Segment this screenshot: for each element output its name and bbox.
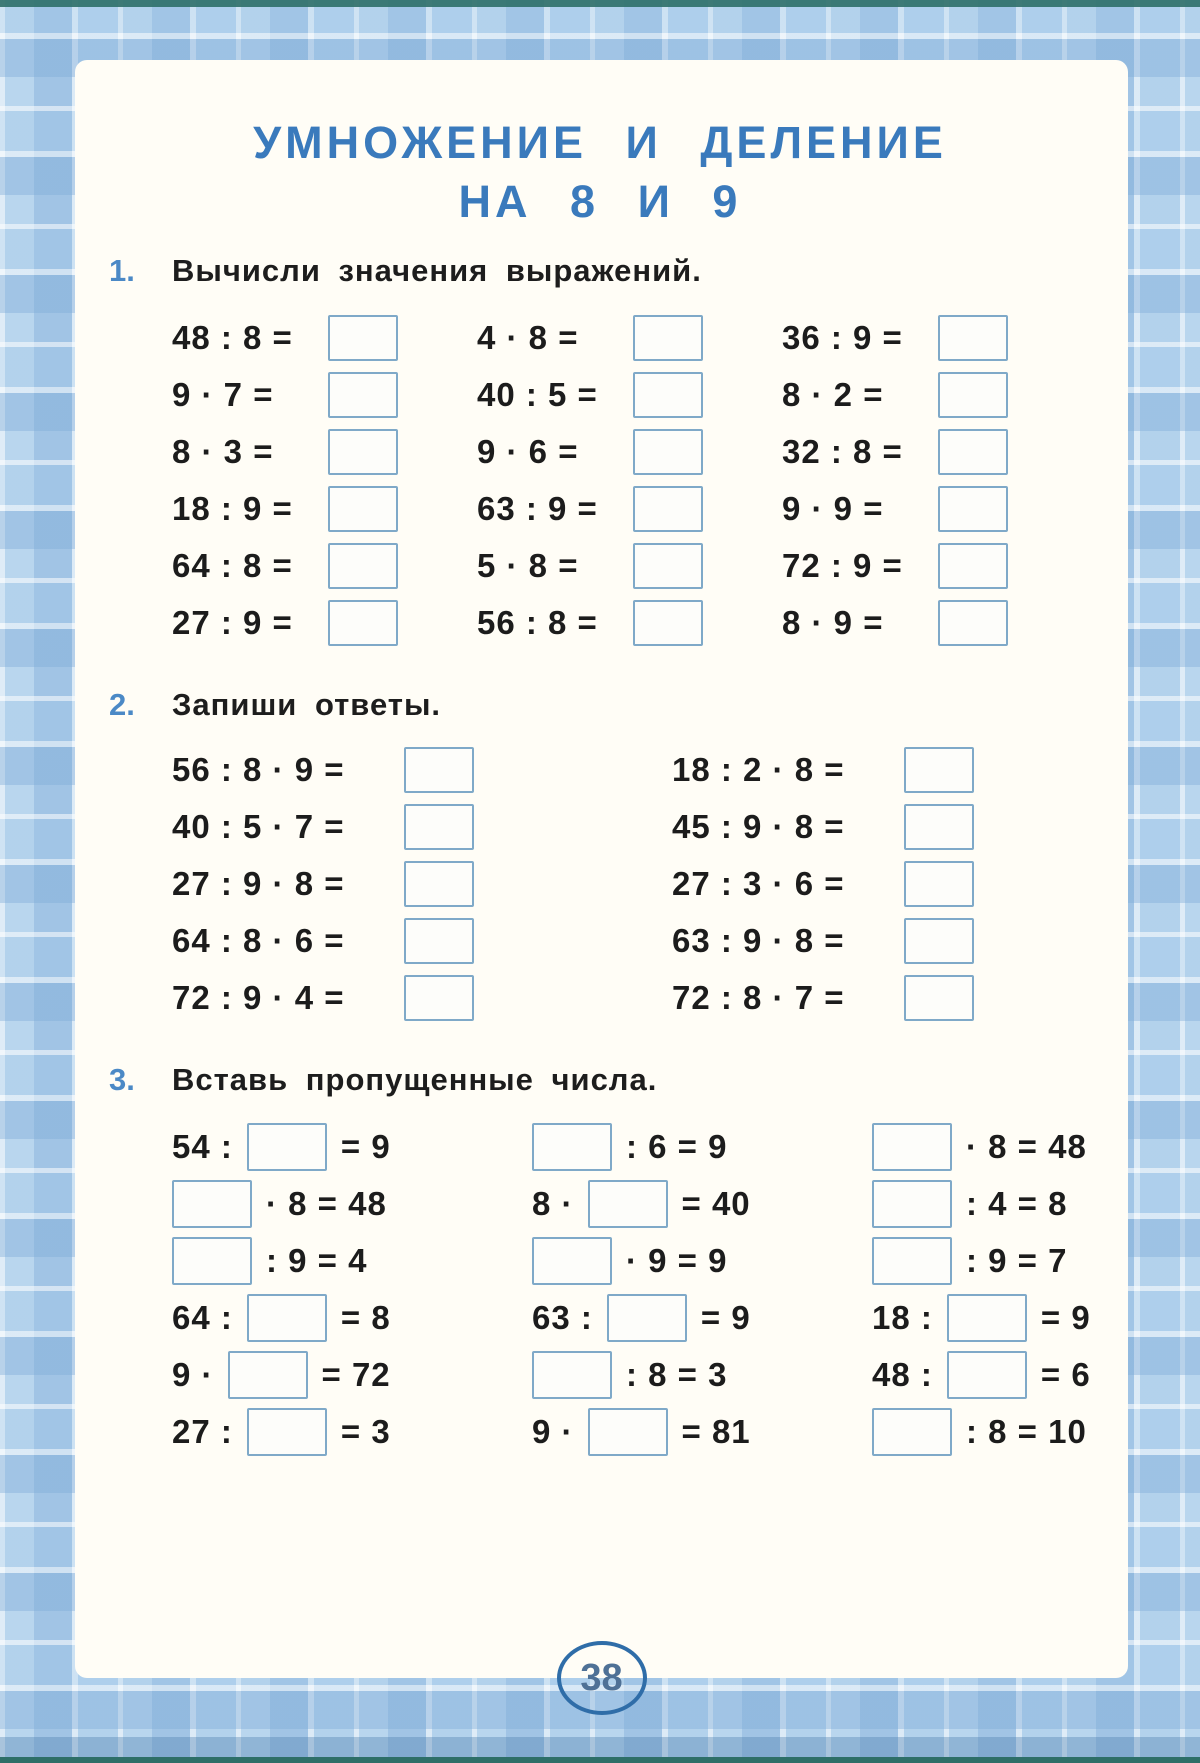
- expression-text: 56 : 8 · 9 =: [172, 750, 345, 788]
- answer-box[interactable]: [938, 543, 1008, 589]
- top-edge-stripe: [0, 0, 1200, 7]
- expression-text: = 81: [681, 1412, 751, 1450]
- answer-box[interactable]: [172, 1237, 252, 1285]
- section-number: 1.: [109, 253, 135, 288]
- expression-text: 27 : 9 =: [172, 603, 293, 641]
- expression-text: · 9 = 9: [626, 1241, 728, 1279]
- page-title: [92, 114, 1108, 231]
- answer-box[interactable]: [633, 600, 703, 646]
- answer-box[interactable]: [947, 1294, 1027, 1342]
- section-heading: Запиши ответы.: [172, 687, 442, 722]
- expression-text: = 9: [700, 1298, 751, 1336]
- answer-box[interactable]: [904, 918, 974, 964]
- answer-box[interactable]: [228, 1351, 308, 1399]
- answer-box[interactable]: [947, 1351, 1027, 1399]
- problem: [532, 1232, 872, 1289]
- answer-box[interactable]: [938, 600, 1008, 646]
- problem: [477, 594, 782, 651]
- answer-box[interactable]: [872, 1180, 952, 1228]
- section-number: 3.: [109, 1062, 135, 1097]
- answer-box[interactable]: [247, 1123, 327, 1171]
- expression-text: = 9: [1040, 1298, 1091, 1336]
- answer-box[interactable]: [328, 600, 398, 646]
- expression-text: 9 · 6 =: [477, 432, 579, 470]
- expression-text: = 72: [321, 1355, 391, 1393]
- expression-text: : 4 = 8: [966, 1184, 1068, 1222]
- expression-text: 36 : 9 =: [782, 318, 903, 356]
- section-2: [92, 687, 1108, 1026]
- section-2-header: [92, 687, 1108, 729]
- answer-box[interactable]: [532, 1351, 612, 1399]
- page-title-line-1: УМНОЖЕНИЕ И ДЕЛЕНИЕ: [253, 117, 947, 168]
- answer-box[interactable]: [328, 486, 398, 532]
- answer-box[interactable]: [633, 486, 703, 532]
- bottom-edge-stripe: [0, 1737, 1200, 1763]
- problem: [477, 423, 782, 480]
- problem: [672, 855, 1108, 912]
- answer-box[interactable]: [633, 315, 703, 361]
- section-1-problem-grid: [172, 309, 1108, 651]
- expression-text: 64 : 8 =: [172, 546, 293, 584]
- answer-box[interactable]: [172, 1180, 252, 1228]
- answer-box[interactable]: [872, 1237, 952, 1285]
- expression-text: 72 : 9 =: [782, 546, 903, 584]
- answer-box[interactable]: [904, 861, 974, 907]
- problem: [172, 1175, 532, 1232]
- problem: [532, 1346, 872, 1403]
- problem: [172, 423, 477, 480]
- expression-text: = 8: [340, 1298, 391, 1336]
- expression-text: 45 : 9 · 8 =: [672, 807, 845, 845]
- expression-text: 4 · 8 =: [477, 318, 579, 356]
- expression-text: 40 : 5 =: [477, 375, 598, 413]
- expression-text: : 9 = 7: [966, 1241, 1068, 1279]
- answer-box[interactable]: [872, 1123, 952, 1171]
- expression-text: 9 ·: [532, 1412, 574, 1450]
- answer-box[interactable]: [404, 918, 474, 964]
- answer-box[interactable]: [904, 804, 974, 850]
- section-heading: Вставь пропущенные числа.: [172, 1062, 658, 1097]
- answer-box[interactable]: [328, 315, 398, 361]
- problem: [532, 1403, 872, 1460]
- page-number-badge: [557, 1641, 647, 1715]
- expression-text: 72 : 8 · 7 =: [672, 978, 845, 1016]
- expression-text: 72 : 9 · 4 =: [172, 978, 345, 1016]
- problem: [782, 423, 1108, 480]
- page-number: 38: [580, 1656, 623, 1699]
- expression-text: 18 : 9 =: [172, 489, 293, 527]
- problem: [872, 1118, 1108, 1175]
- problem: [172, 969, 672, 1026]
- expression-text: : 9 = 4: [266, 1241, 368, 1279]
- expression-text: 9 ·: [172, 1355, 214, 1393]
- expression-text: 27 :: [172, 1412, 233, 1450]
- expression-text: = 3: [340, 1412, 391, 1450]
- problem: [782, 594, 1108, 651]
- expression-text: 63 : 9 · 8 =: [672, 921, 845, 959]
- problem: [172, 1403, 532, 1460]
- expression-text: 8 · 2 =: [782, 375, 884, 413]
- expression-text: : 8 = 10: [966, 1412, 1087, 1450]
- section-number: 2.: [109, 687, 135, 722]
- problem: [172, 912, 672, 969]
- problem: [532, 1289, 872, 1346]
- section-1: [92, 253, 1108, 651]
- problem: [782, 366, 1108, 423]
- answer-box[interactable]: [588, 1408, 668, 1456]
- answer-box[interactable]: [938, 372, 1008, 418]
- problem: [872, 1232, 1108, 1289]
- problem: [672, 912, 1108, 969]
- problem: [172, 855, 672, 912]
- expression-text: 8 · 3 =: [172, 432, 274, 470]
- section-heading: Вычисли значения выражений.: [172, 253, 702, 288]
- answer-box[interactable]: [404, 861, 474, 907]
- answer-box[interactable]: [328, 543, 398, 589]
- answer-box[interactable]: [904, 975, 974, 1021]
- expression-text: 8 ·: [532, 1184, 574, 1222]
- section-3-problem-grid: [172, 1118, 1108, 1460]
- section-2-problem-grid: [172, 741, 1108, 1026]
- page-title-line-2: НА 8 И 9: [458, 175, 742, 227]
- expression-text: 9 · 9 =: [782, 489, 884, 527]
- expression-text: 64 : 8 · 6 =: [172, 921, 345, 959]
- problem: [872, 1289, 1108, 1346]
- problem: [477, 537, 782, 594]
- problem: [532, 1118, 872, 1175]
- expression-text: 54 :: [172, 1127, 233, 1165]
- answer-box[interactable]: [247, 1294, 327, 1342]
- answer-box[interactable]: [633, 543, 703, 589]
- problem: [172, 366, 477, 423]
- answer-box[interactable]: [938, 429, 1008, 475]
- problem: [872, 1403, 1108, 1460]
- expression-text: 8 · 9 =: [782, 603, 884, 641]
- answer-box[interactable]: [872, 1408, 952, 1456]
- expression-text: 5 · 8 =: [477, 546, 579, 584]
- answer-box[interactable]: [404, 747, 474, 793]
- expression-text: 27 : 9 · 8 =: [172, 864, 345, 902]
- problem: [172, 480, 477, 537]
- answer-box[interactable]: [938, 486, 1008, 532]
- expression-text: 64 :: [172, 1298, 233, 1336]
- problem: [477, 480, 782, 537]
- problem: [172, 1346, 532, 1403]
- expression-text: = 9: [340, 1127, 391, 1165]
- answer-box[interactable]: [633, 429, 703, 475]
- problem: [172, 537, 477, 594]
- problem: [172, 798, 672, 855]
- answer-box[interactable]: [404, 804, 474, 850]
- expression-text: 9 · 7 =: [172, 375, 274, 413]
- problem: [477, 309, 782, 366]
- problem: [477, 366, 782, 423]
- answer-box[interactable]: [633, 372, 703, 418]
- section-3-header: [92, 1062, 1108, 1104]
- expression-text: : 8 = 3: [626, 1355, 728, 1393]
- expression-text: 48 :: [872, 1355, 933, 1393]
- expression-text: 18 : 2 · 8 =: [672, 750, 845, 788]
- expression-text: 27 : 3 · 6 =: [672, 864, 845, 902]
- worksheet-page: [75, 60, 1128, 1699]
- expression-text: 32 : 8 =: [782, 432, 903, 470]
- answer-box[interactable]: [904, 747, 974, 793]
- expression-text: 63 : 9 =: [477, 489, 598, 527]
- expression-text: 18 :: [872, 1298, 933, 1336]
- answer-box[interactable]: [404, 975, 474, 1021]
- answer-box[interactable]: [532, 1123, 612, 1171]
- problem: [172, 1289, 532, 1346]
- problem: [532, 1175, 872, 1232]
- answer-box[interactable]: [328, 429, 398, 475]
- expression-text: = 6: [1040, 1355, 1091, 1393]
- problem: [872, 1346, 1108, 1403]
- answer-box[interactable]: [607, 1294, 687, 1342]
- expression-text: 63 :: [532, 1298, 593, 1336]
- problem: [872, 1175, 1108, 1232]
- answer-box[interactable]: [247, 1408, 327, 1456]
- problem: [672, 741, 1108, 798]
- answer-box[interactable]: [532, 1237, 612, 1285]
- problem: [782, 480, 1108, 537]
- problem: [672, 798, 1108, 855]
- problem: [782, 309, 1108, 366]
- section-1-header: [92, 253, 1108, 295]
- expression-text: 40 : 5 · 7 =: [172, 807, 345, 845]
- problem: [672, 969, 1108, 1026]
- expression-text: · 8 = 48: [966, 1127, 1087, 1165]
- answer-box[interactable]: [588, 1180, 668, 1228]
- problem: [172, 309, 477, 366]
- expression-text: · 8 = 48: [266, 1184, 387, 1222]
- problem: [172, 594, 477, 651]
- expression-text: 48 : 8 =: [172, 318, 293, 356]
- expression-text: = 40: [681, 1184, 751, 1222]
- problem: [172, 741, 672, 798]
- problem: [782, 537, 1108, 594]
- problem: [172, 1118, 532, 1175]
- sections-container: [92, 253, 1108, 1460]
- expression-text: : 6 = 9: [626, 1127, 728, 1165]
- problem: [172, 1232, 532, 1289]
- answer-box[interactable]: [938, 315, 1008, 361]
- answer-box[interactable]: [328, 372, 398, 418]
- expression-text: 56 : 8 =: [477, 603, 598, 641]
- section-3: [92, 1062, 1108, 1460]
